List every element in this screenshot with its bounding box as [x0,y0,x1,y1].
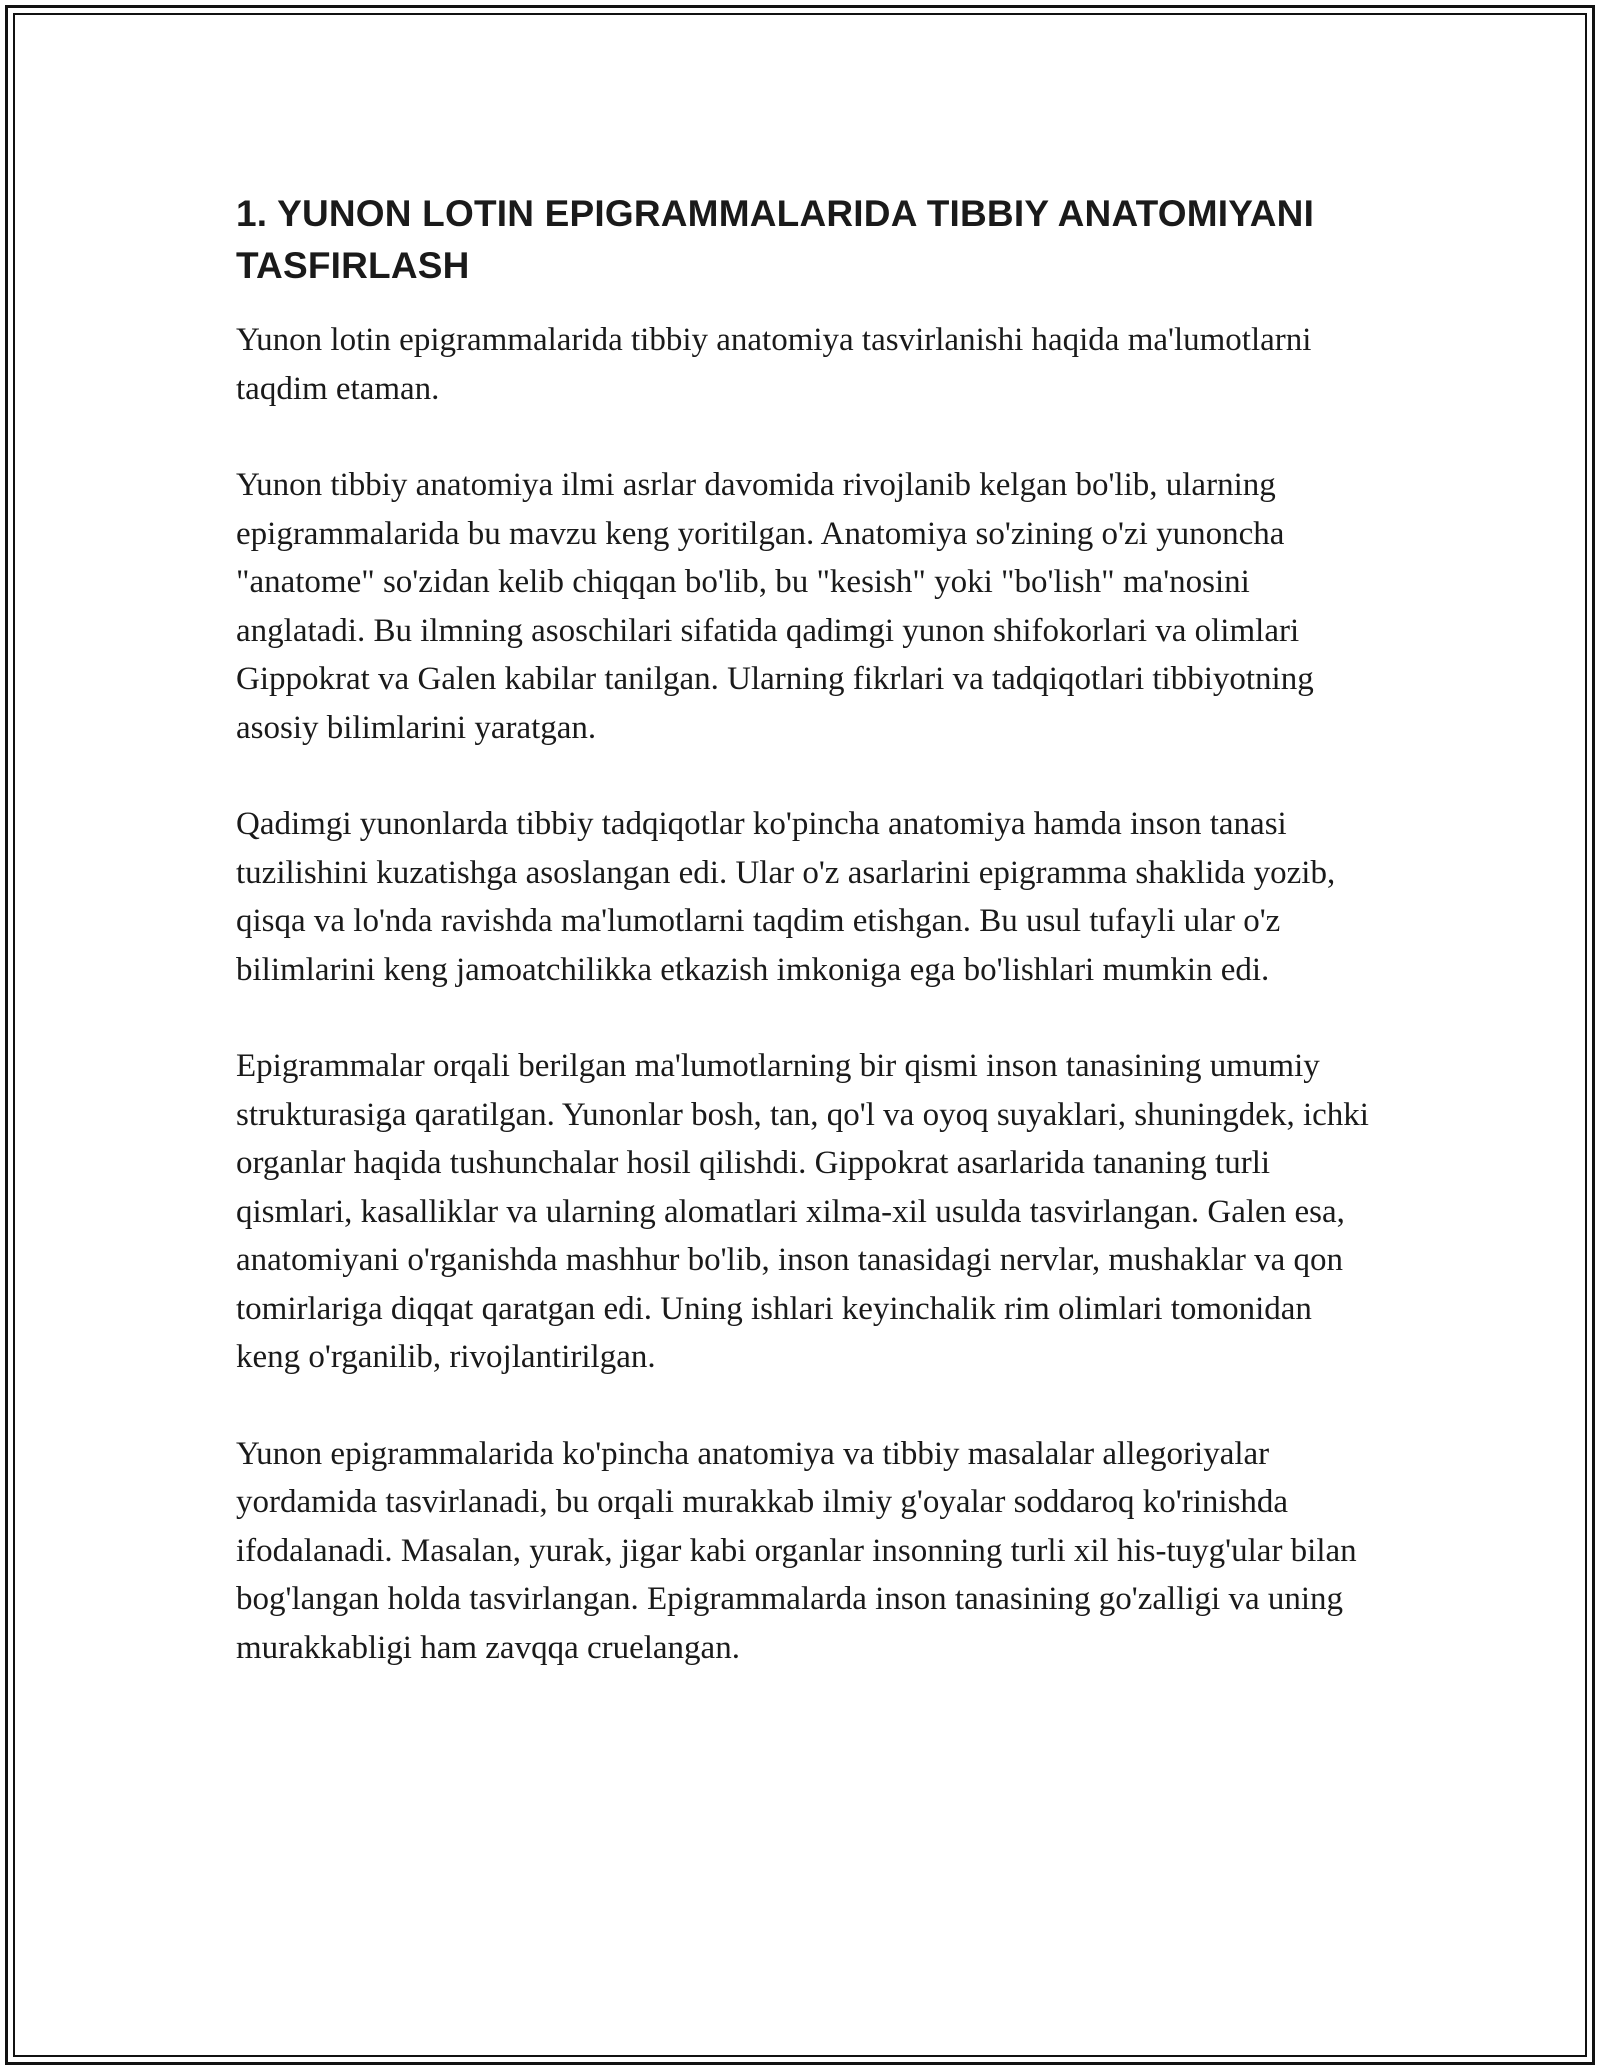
paragraph-research: Qadimgi yunonlarda tibbiy tadqiqotlar ko'pincha anatomiya hamda inson tanasi tuzilishini kuzatishga asoslangan edi. Ular o'z asarlarini epigramma shaklida yozib, qisqa va lo'nda ravishda ma'lumotlarni taqdim etishgan. Bu usul tufayli ular o'z bilimlarini keng jamoatchilikka etkazish imkoniga ega bo'lishlari mumkin edi. [236,806,1336,988]
document-body [236,188,1376,1720]
paragraph-structure: Epigrammalar orqali berilgan ma'lumotlarning bir qismi inson tanasining umumiy strukturasiga qaratilgan. Yunonlar bosh, tan, qo'l va oyoq suyaklari, shuningdek, ichki organlar haqida tushunchalar hosil qilishdi. Gippokrat asarlarida tananing turli qismlari, kasalliklar va ularning alomatlari xilma-xil usulda tasvirlangan. Galen esa, anatomiyani o'rganishda mashhur bo'lib, inson tanasidagi nervlar, mushaklar va qon tomirlariga diqqat qaratgan edi. Uning ishlari keyinchalik rim olimlari tomonidan keng o'rganilib, rivojlantirilgan. [236,1048,1369,1375]
paragraph-intro: Yunon lotin epigrammalarida tibbiy anatomiya tasvirlanishi haqida ma'lumotlarni taqdim etaman. [236,322,1312,407]
paragraph-etymology: Yunon tibbiy anatomiya ilmi asrlar davomida rivojlanib kelgan bo'lib, ularning epigrammalarida bu mavzu keng yoritilgan. Anatomiya so'zining o'zi yunoncha "anatome" so'zidan kelib chiqqan bo'lib, bu "kesish" yoki "bo'lish" ma'nosini anglatadi. Bu ilmning asoschilari sifatida qadimgi yunon shifokorlari va olimlari Gippokrat va Galen kabilar tanilgan. Ularning fikrlari va tadqiqotlari tibbiyotning asosiy bilimlarini yaratgan. [236,467,1314,746]
paragraph-allegory: Yunon epigrammalarida ko'pincha anatomiya va tibbiy masalalar allegoriyalar yordamida tasvirlanadi, bu orqali murakkab ilmiy g'oyalar soddaroq ko'rinishda ifodalanadi. Masalan, yurak, jigar kabi organlar insonning turli xil his-tuyg'ular bilan bog'langan holda tasvirlangan. Epigrammalarda inson tanasining go'zalligi va uning murakkabligi ham zavqqa cruelangan. [236,1435,1357,1666]
section-heading: 1. YUNON LOTIN EPIGRAMMALARIDA TIBBIY ANATOMIYANI TASFIRLASH [236,193,1315,286]
